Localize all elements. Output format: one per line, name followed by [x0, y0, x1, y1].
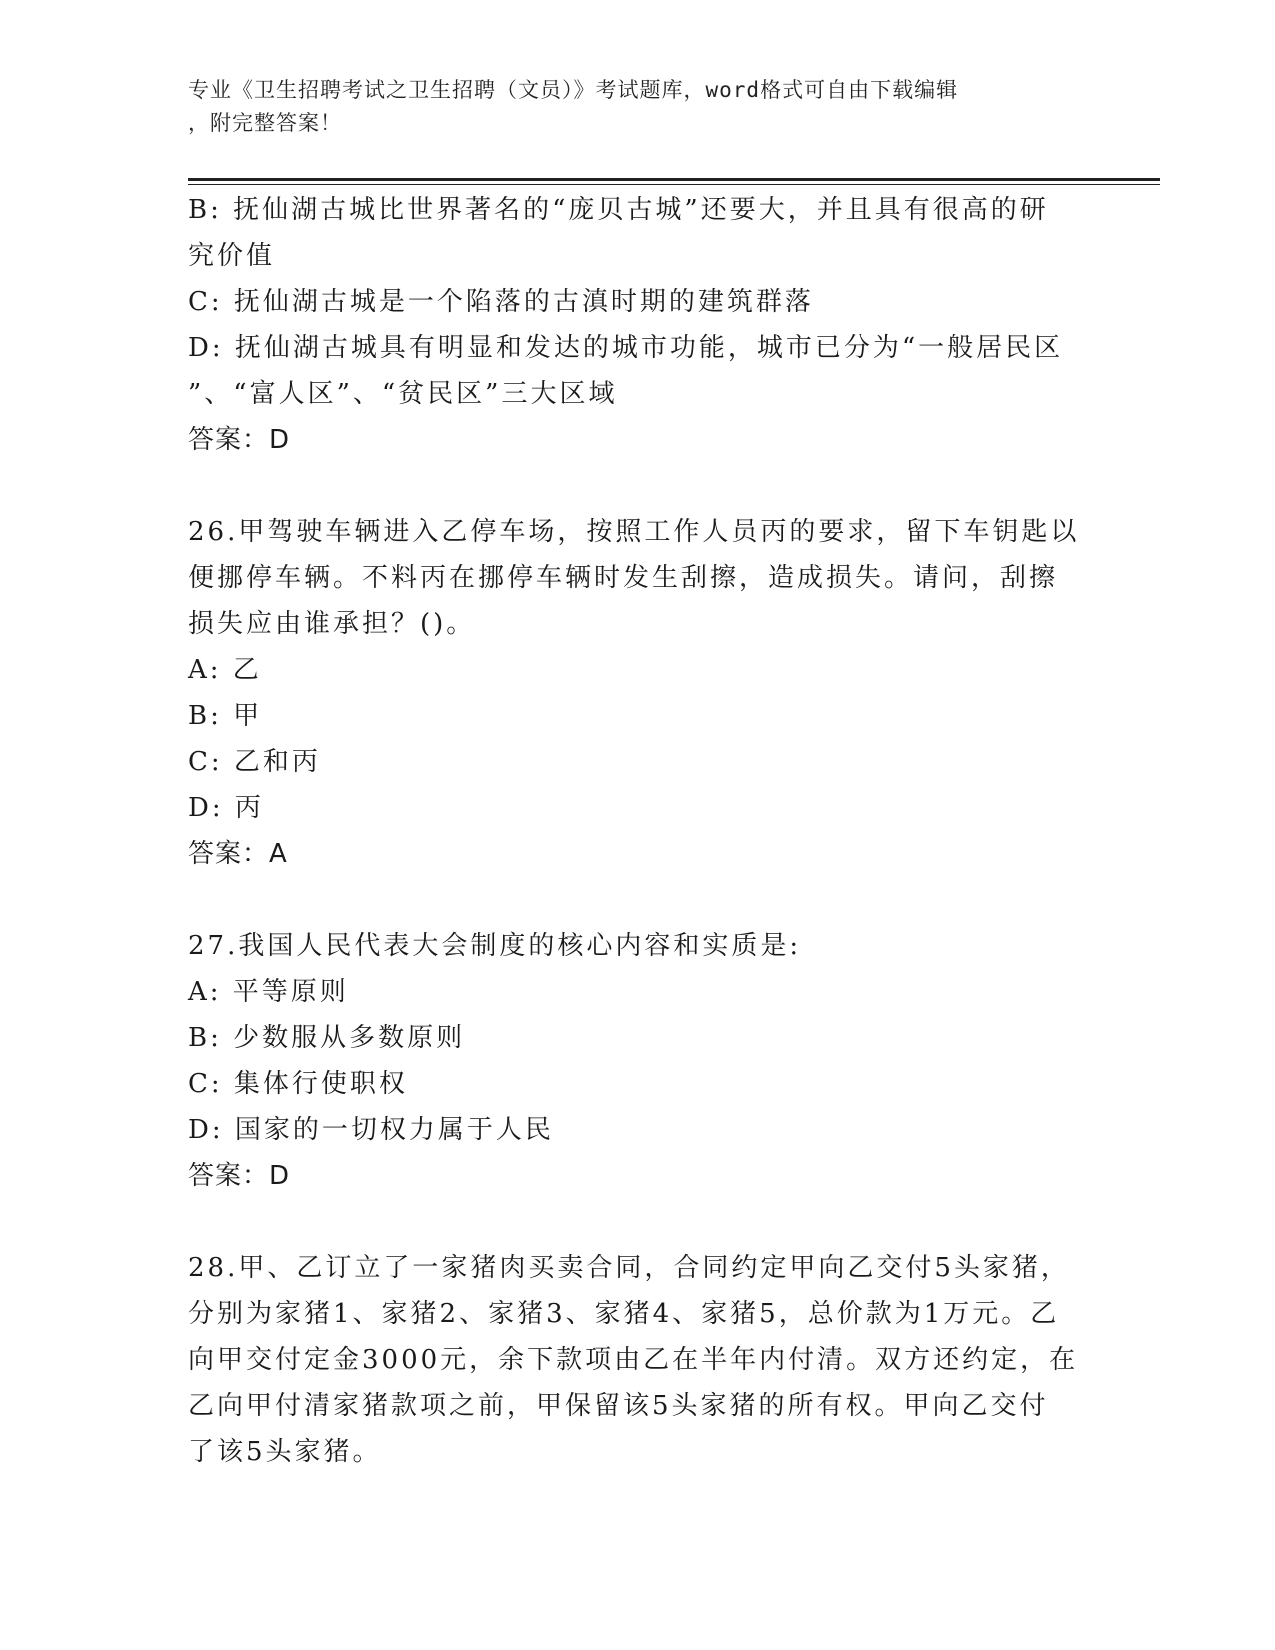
q26-option-c: C: 乙和丙: [188, 747, 321, 777]
q27-option-b: B: 少数服从多数原则: [188, 1023, 466, 1053]
question-27: [188, 923, 1088, 1199]
q25-option-b-line-2: 究价值: [188, 241, 276, 271]
q26-option-a: A: 乙: [188, 655, 262, 685]
q27-option-c: C: 集体行使职权: [188, 1069, 408, 1099]
document-body: [188, 187, 1088, 1475]
q26-stem-line-3: 损失应由谁承担？()。: [188, 609, 476, 639]
q28-stem-line-2: 分别为家猪1、家猪2、家猪3、家猪4、家猪5，总价款为1万元。乙: [188, 1299, 1060, 1329]
q27-option-a: A: 平等原则: [188, 977, 349, 1007]
q28-stem-line-4: 乙向甲付清家猪款项之前，甲保留该5头家猪的所有权。甲向乙交付: [188, 1391, 1049, 1421]
header-divider-thick: [188, 178, 1160, 181]
question-25-continued: [188, 187, 1088, 463]
question-26: [188, 509, 1088, 877]
q26-option-b: B: 甲: [188, 701, 263, 731]
q28-stem-line-5: 了该5头家猪。: [188, 1437, 382, 1467]
header-divider-thin: [188, 184, 1160, 185]
header-line-2: ，附完整答案！: [188, 111, 342, 135]
header-line-1: 专业《卫生招聘考试之卫生招聘（文员）》考试题库，word格式可自由下载编辑: [188, 78, 959, 102]
q25-answer: 答案：D: [188, 425, 291, 455]
q28-stem-line-3: 向甲交付定金3000元，余下款项由乙在半年内付清。双方还约定，在: [188, 1345, 1079, 1375]
q25-option-d-line-1: D: 抚仙湖古城具有明显和发达的城市功能，城市已分为“一般居民区: [188, 333, 1064, 363]
q25-option-c: C: 抚仙湖古城是一个陷落的古滇时期的建筑群落: [188, 287, 814, 317]
q27-stem-line-1: 27.我国人民代表大会制度的核心内容和实质是:: [188, 931, 802, 961]
q26-stem-line-2: 便挪停车辆。不料丙在挪停车辆时发生刮擦，造成损失。请问，刮擦: [188, 563, 1059, 593]
q26-answer: 答案：A: [188, 839, 288, 869]
q27-answer: 答案：D: [188, 1161, 291, 1191]
q28-stem-line-1: 28.甲、乙订立了一家猪肉买卖合同，合同约定甲向乙交付5头家猪，: [188, 1253, 1070, 1283]
q26-stem-line-1: 26.甲驾驶车辆进入乙停车场，按照工作人员丙的要求，留下车钥匙以: [188, 517, 1080, 547]
q25-option-b-line-1: B: 抚仙湖古城比世界著名的“庞贝古城”还要大，并且具有很高的研: [188, 195, 1049, 225]
q26-option-d: D: 丙: [188, 793, 264, 823]
page-header: [188, 74, 1068, 140]
question-28: [188, 1245, 1088, 1475]
q27-option-d: D: 国家的一切权力属于人民: [188, 1115, 554, 1145]
q25-option-d-line-2: ”、“富人区”、“贫民区”三大区域: [188, 379, 618, 409]
